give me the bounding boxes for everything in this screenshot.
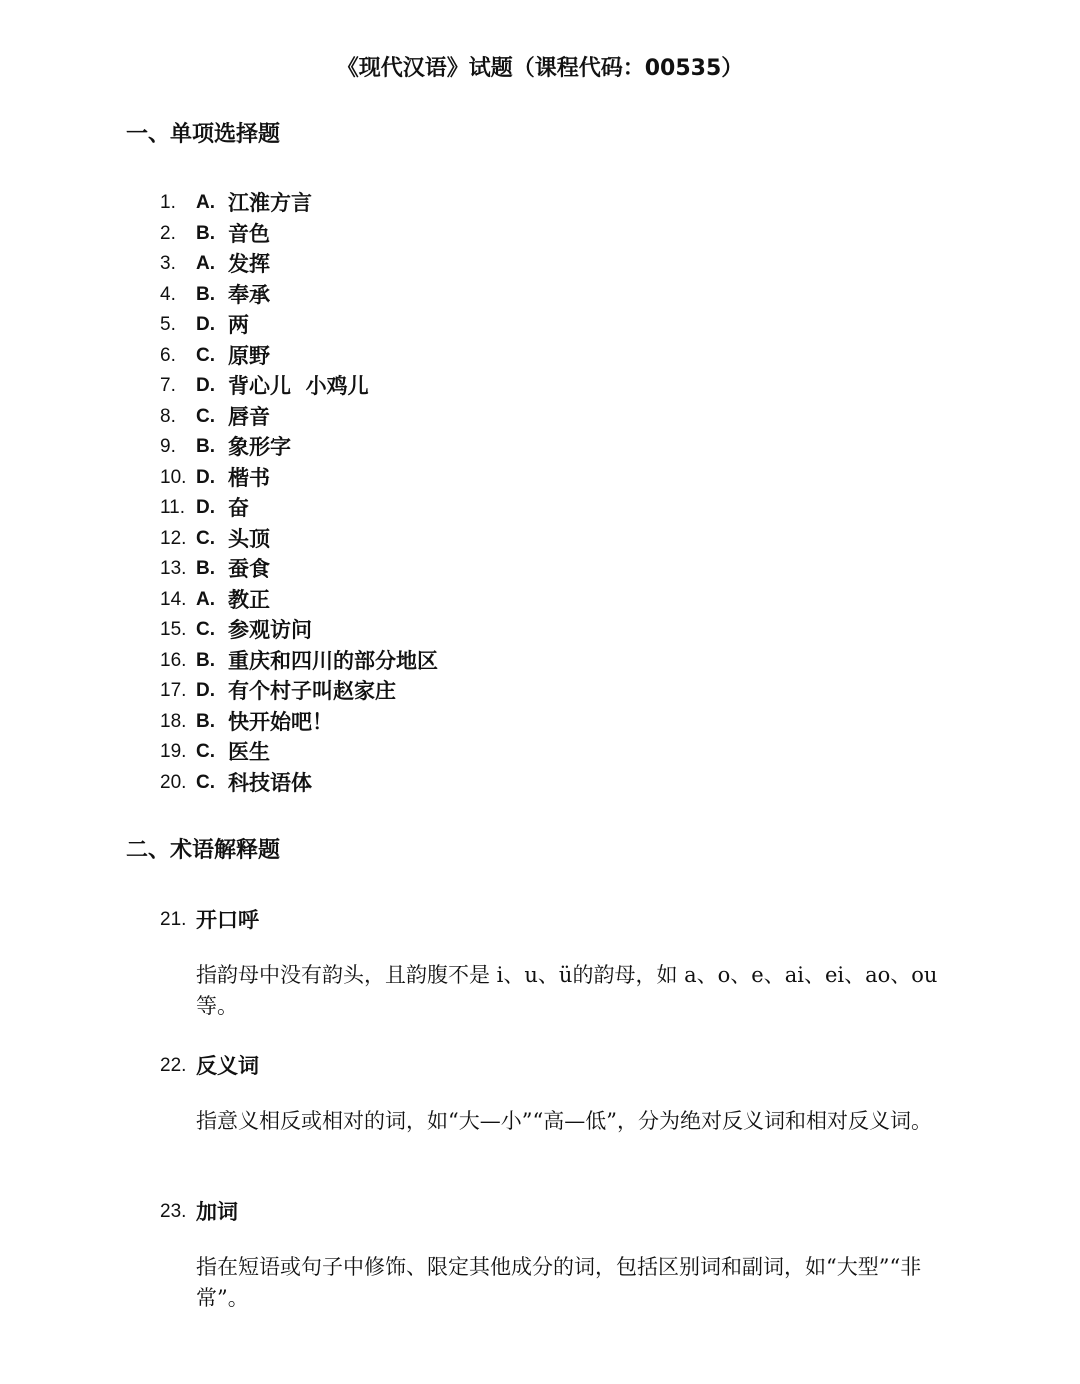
answer-item [160,249,438,280]
answer-text: 江淮方言 [228,191,312,215]
answer-letter: B. [196,283,215,305]
answer-text: 两 [228,313,249,337]
answer-number: 5. [160,314,176,335]
answer-item [160,707,438,738]
answer-text: 教正 [228,587,270,612]
term-heading [160,904,950,936]
answer-item [160,402,438,433]
answer-item [160,646,438,677]
term-number: 22. [160,1055,187,1076]
answer-number: 18. [160,710,187,732]
term-item [160,904,950,1022]
answer-item [160,432,438,463]
answer-number: 19. [160,741,187,762]
term-definition: 指意义相反或相对的词，如“大—小”“高—低”，分为绝对反义词和相对反义词。 [196,1109,932,1133]
answer-number: 11. [160,497,186,518]
answer-letter: B. [196,710,215,732]
answer-letter: D. [196,497,215,518]
answer-text: 唇音 [228,404,270,429]
answer-number: 6. [160,344,176,366]
answer-letter: D. [196,375,215,396]
answer-item [160,524,438,555]
answer-number: 20. [160,771,187,793]
answer-number: 3. [160,253,176,274]
answer-text: 有个村子叫赵家庄 [228,679,396,703]
answer-text: 蚕食 [228,557,270,581]
answer-item [160,310,438,341]
answer-item [160,341,438,372]
answer-text: 奉承 [228,282,270,307]
answer-text: 医生 [228,740,270,764]
term-definition: 指在短语或句子中修饰、限定其他成分的词，包括区别词和副词，如“大型”“非常”。 [196,1255,922,1310]
term-definition: 指韵母中没有韵头，且韵腹不是 i、u、ü的韵母，如 a、o、e、ai、ei、ao、ou 等。 [196,963,938,1018]
answer-letter: A. [196,253,215,274]
answer-number: 14. [160,588,187,610]
answer-item [160,768,438,799]
term-item [160,1050,950,1137]
answer-item [160,463,438,494]
term-number: 21. [160,909,187,930]
answer-number: 17. [160,680,187,701]
answer-number: 13. [160,558,187,579]
term-heading [160,1196,950,1228]
answer-item [160,554,438,585]
answer-number: 12. [160,527,187,549]
answer-item [160,676,438,707]
answer-letter: C. [196,344,215,366]
term-name: 开口呼 [196,908,259,932]
answer-text: 原野 [228,343,270,368]
answer-letter: B. [196,649,215,671]
answer-letter: D. [196,466,215,488]
answer-item [160,615,438,646]
answer-number: 4. [160,283,176,305]
term-name: 反义词 [196,1054,259,1078]
answer-number: 16. [160,649,187,671]
answer-number: 8. [160,405,176,427]
answer-item [160,493,438,524]
answer-text: 快开始吧！ [228,709,333,734]
answer-text: 奋 [228,496,249,520]
answer-number: 2. [160,222,176,244]
answer-letter: C. [196,741,215,762]
answer-text: 发挥 [228,252,270,276]
answer-letter: A. [196,588,215,610]
term-number: 23. [160,1201,187,1222]
answer-item [160,188,438,219]
answer-letter: D. [196,314,215,335]
answer-letter: C. [196,527,215,549]
answer-item [160,585,438,616]
answer-text: 楷书 [228,465,270,490]
answer-number: 9. [160,436,176,457]
answer-letter: C. [196,405,215,427]
answer-item [160,280,438,311]
answer-text: 头顶 [228,526,270,551]
answer-letter: D. [196,680,215,701]
answer-text: 象形字 [228,435,291,459]
answer-item [160,219,438,250]
answer-letter: B. [196,558,215,579]
answer-item [160,737,438,768]
answer-number: 10. [160,466,187,488]
term-name: 加词 [196,1200,238,1224]
page-title: 《现代汉语》试题（课程代码：00535） [336,56,744,81]
answer-text: 背心儿 小鸡儿 [228,374,369,398]
answer-letter: B. [196,436,215,457]
answer-text: 音色 [228,221,270,246]
answer-number: 7. [160,375,176,396]
term-heading [160,1050,950,1082]
answer-text: 重庆和四川的部分地区 [228,648,438,673]
answer-text: 参观访问 [228,618,312,642]
answer-text: 科技语体 [228,770,312,795]
section-heading-multiple-choice: 一、单项选择题 [126,122,281,147]
answer-number: 15. [160,619,187,640]
section-heading-term-explanation: 二、术语解释题 [126,838,281,863]
answer-letter: A. [196,192,215,213]
answer-list [160,188,438,798]
answer-letter: B. [196,222,215,244]
answer-letter: C. [196,771,215,793]
term-item [160,1196,950,1314]
answer-item [160,371,438,402]
answer-number: 1. [160,192,176,213]
answer-letter: C. [196,619,215,640]
